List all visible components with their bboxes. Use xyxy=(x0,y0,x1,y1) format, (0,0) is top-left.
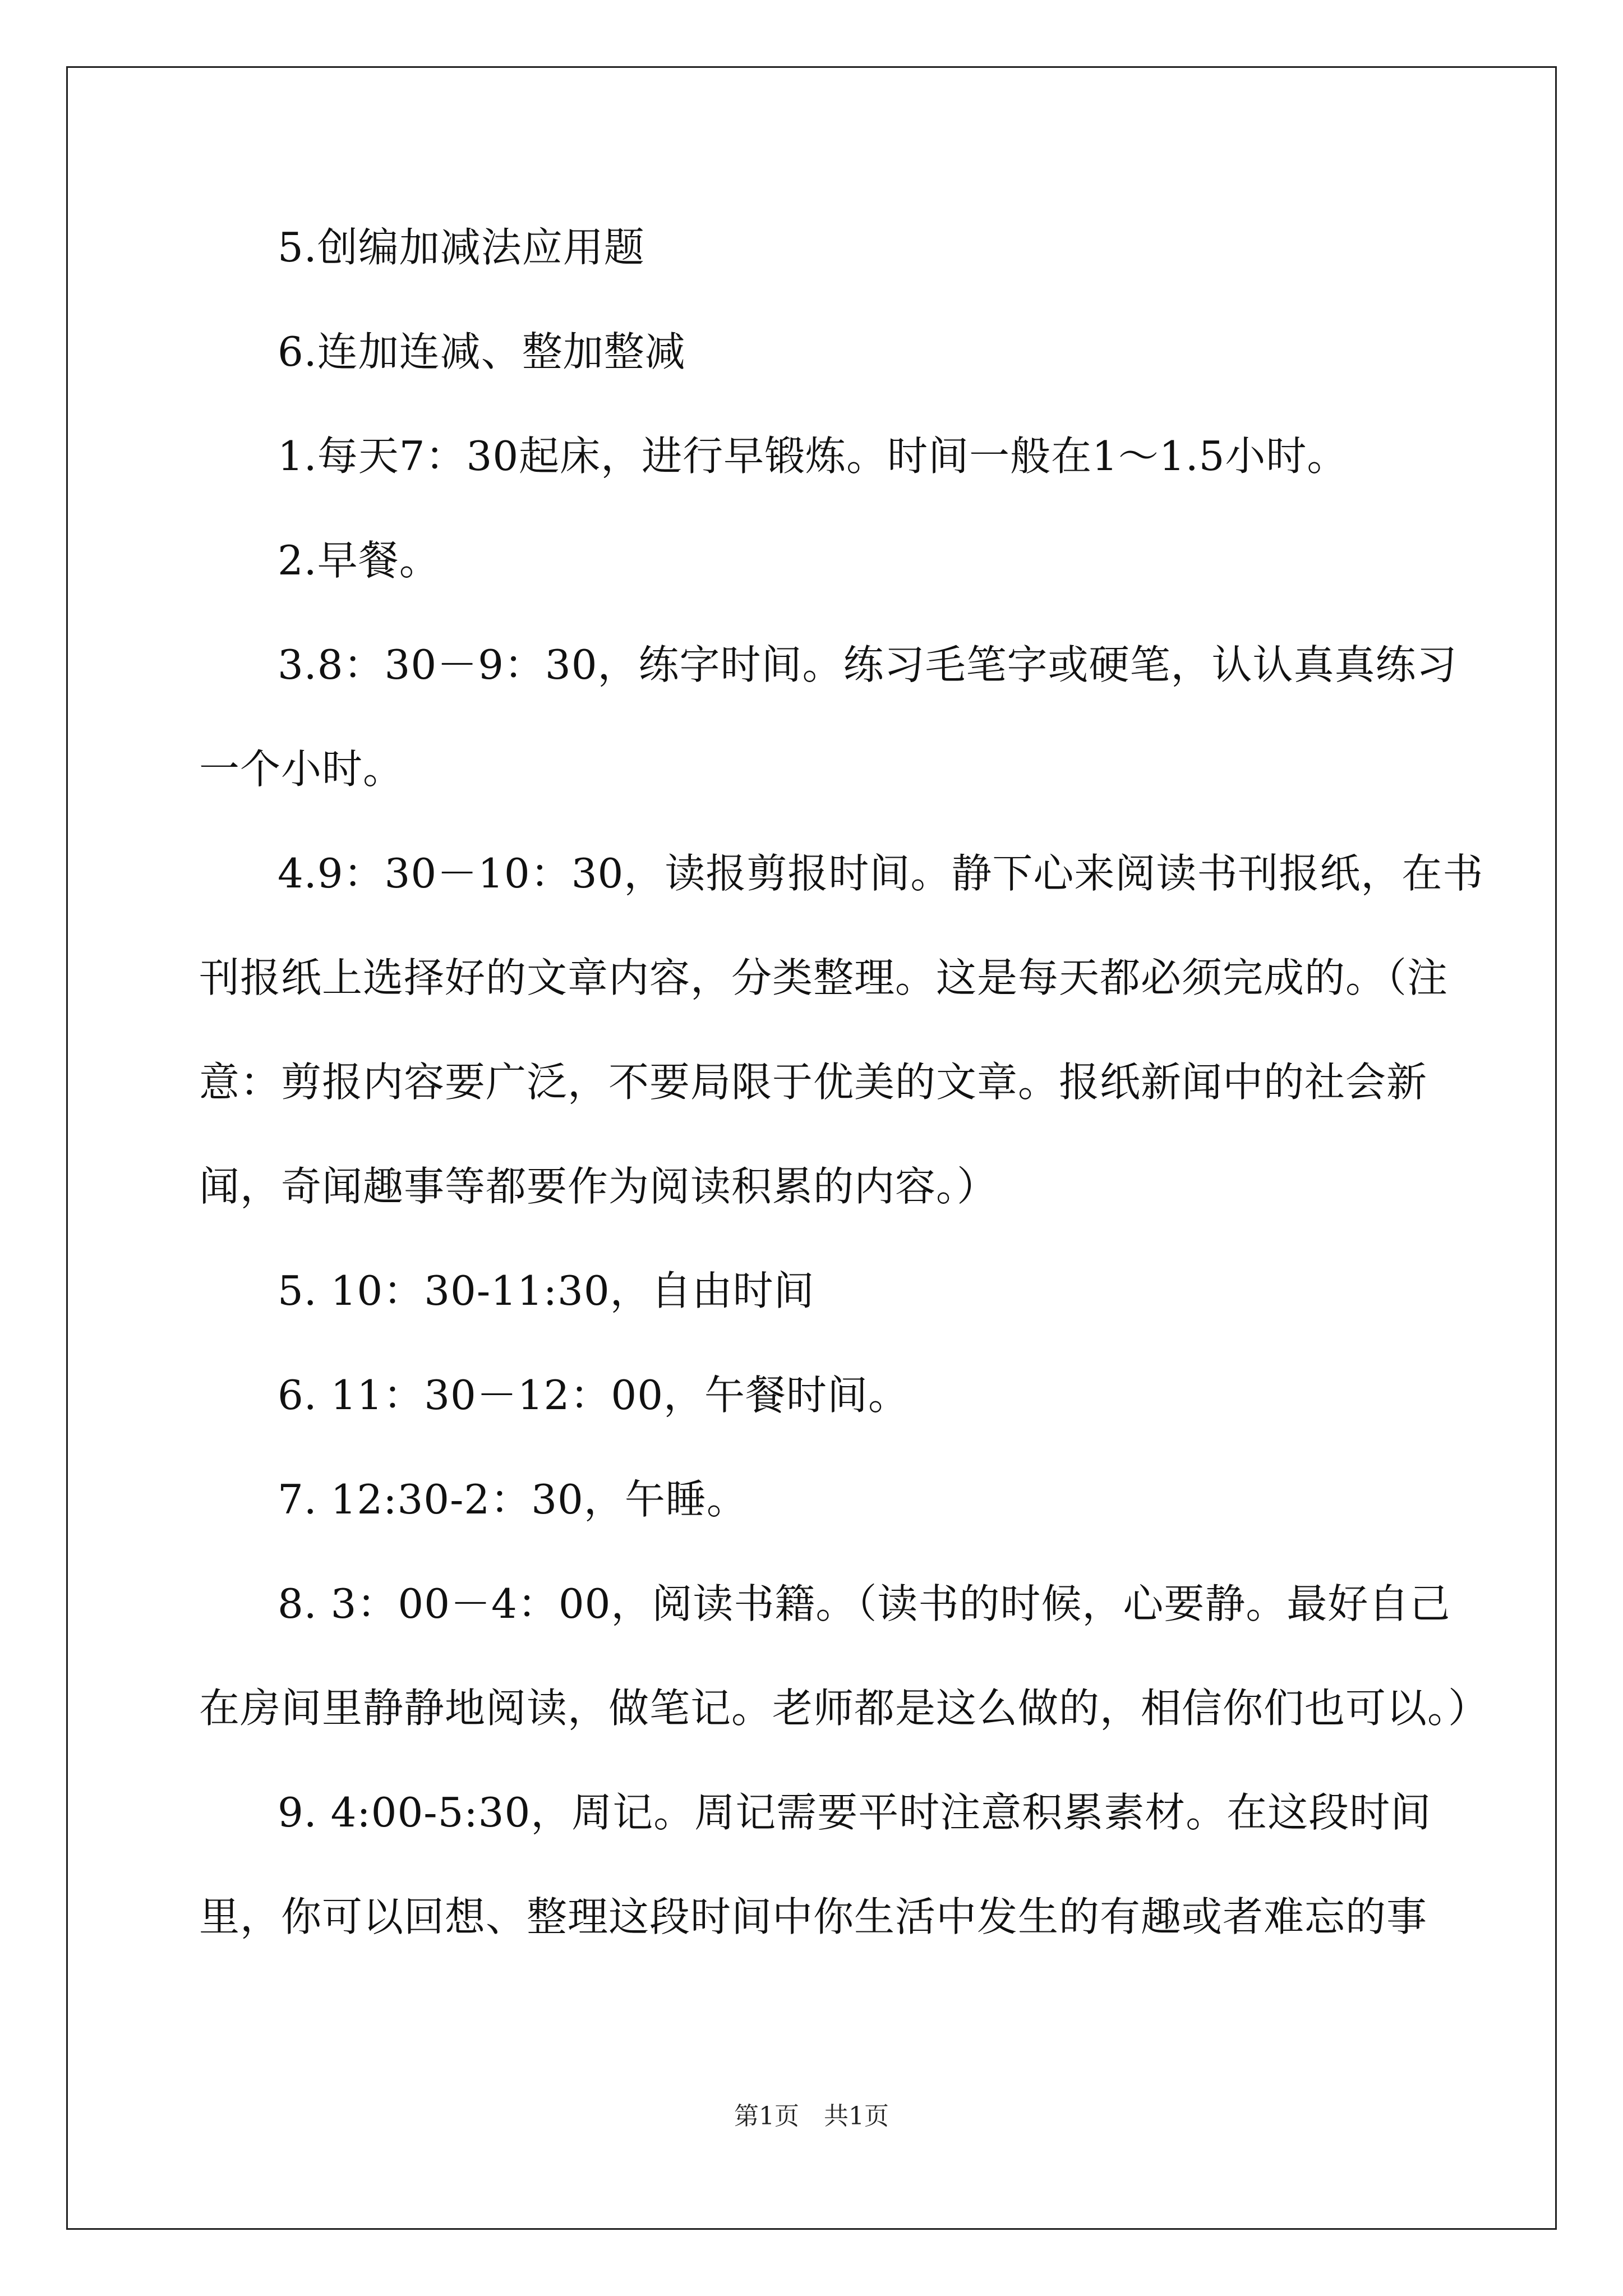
document-body xyxy=(199,222,1490,1942)
text-line: 3.8：30－9：30，练字时间。练习毛笔字或硬笔，认认真真练习 xyxy=(278,641,1458,688)
text-line: 4.9：30－10：30，读报剪报时间。静下心来阅读书刊报纸，在书 xyxy=(278,850,1484,897)
paragraph xyxy=(199,222,1427,273)
text-line: 2.早餐。 xyxy=(278,537,440,584)
text-line: 一个小时。 xyxy=(199,746,404,793)
paragraph xyxy=(199,1579,1490,1733)
text-line: 5.创编加减法应用题 xyxy=(278,224,645,271)
paragraph xyxy=(199,1370,1427,1420)
text-line: 闻，奇闻趣事等都要作为阅读积累的内容。） xyxy=(199,1163,998,1210)
paragraph xyxy=(199,1474,1427,1525)
text-line: 9. 4:00-5:30，周记。周记需要平时注意积累素材。在这段时间 xyxy=(278,1789,1432,1836)
text-line: 刊报纸上选择好的文章内容，分类整理。这是每天都必须完成的。（注 xyxy=(199,954,1449,1001)
paragraph xyxy=(199,326,1427,377)
paragraph xyxy=(199,639,1458,794)
text-line: 6. 11：30－12：00，午餐时间。 xyxy=(278,1372,910,1419)
text-line: 在房间里静静地阅读，做笔记。老师都是这么做的，相信你们也可以。） xyxy=(199,1685,1490,1732)
text-line: 6.连加连减、整加整减 xyxy=(278,328,686,375)
paragraph xyxy=(199,1266,1427,1316)
paragraph xyxy=(199,431,1427,481)
text-line: 意：剪报内容要广泛，不要局限于优美的文章。报纸新闻中的社会新 xyxy=(199,1059,1428,1106)
paragraph xyxy=(199,535,1427,586)
paragraph xyxy=(199,1787,1432,1942)
text-line: 5. 10：30-11:30，自由时间 xyxy=(278,1267,815,1314)
page-number-footer: 第1页 共1页 xyxy=(734,2102,889,2131)
text-line: 里，你可以回想、整理这段时间中你生活中发生的有趣或者难忘的事 xyxy=(199,1893,1428,1940)
text-line: 1.每天7：30起床，进行早锻炼。时间一般在1～1.5小时。 xyxy=(278,432,1348,480)
text-line: 7. 12:30-2：30，午睡。 xyxy=(278,1476,748,1523)
paragraph xyxy=(199,848,1484,1212)
text-line: 8. 3：00－4：00，阅读书籍。（读书的时候，心要静。最好自己 xyxy=(278,1580,1451,1627)
